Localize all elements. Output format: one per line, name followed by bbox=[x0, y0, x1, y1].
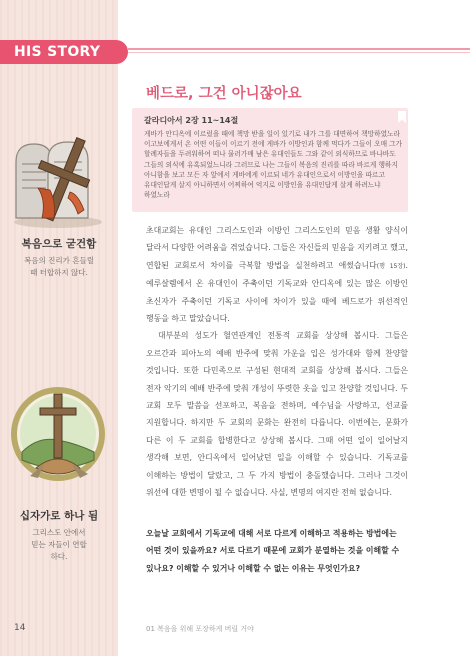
reflection-question: 오늘날 교회에서 기독교에 대해 서로 다르게 이해하고 적용하는 방법에는 어떤 것이 있을까요? 서로 다르기 때문에 교회가 분열하는 것을 이해할 수 있나요? 이해할 수 있거나 이해할 수 없는 이유는 무엇인가요? bbox=[146, 529, 400, 573]
page-number: 14 bbox=[14, 623, 26, 633]
scripture-text: 게바가 안디옥에 이르렀을 때에 책망 받을 일이 있기로 내가 그를 대면하여 책망하였노라 이고보에게서 온 어떤 이들이 이르기 전에 게바가 이방인과 함께 먹다가 그들이 오매 그가 할례자들을 두려워하여 떠나 물러가매 남은 유대인들도 그와 같이 외식하므로 바나바도 그들의 외식에 유혹되었느니라 그러므로 나는 그들이 복음의 진리를 따라 바르게 행하지 아니함을 보고 모든 자 앞에서 게바에게 이르되 네가 유대인으로서 이방인을 따르고 유대인답게 살지 아니하면서 어찌하여 억지로 이방인을 유대인답게 살게 하려느냐 하였노라 bbox=[144, 130, 403, 200]
sidebar-topic-1 bbox=[0, 236, 118, 279]
sidebar-topic-1-subtitle: 복음의 진리가 흔들릴 때 터합하지 않다. bbox=[24, 256, 94, 277]
scripture-citation: (행 15장) bbox=[376, 262, 406, 270]
sidebar-topic-2 bbox=[0, 508, 118, 563]
body-paragraph-1 bbox=[146, 222, 408, 327]
article-title: 베드로, 그건 아니잖아요 bbox=[146, 86, 302, 102]
body-paragraph-1-end: . 예루살렘에서 온 유대인이 주축이던 기독교와 안디옥에 있는 많은 이방인 초신자가 주축이던 기독교 사이에 차이가 있을 때에 베드로가 위선적인 행동을 하고 말았습니다. bbox=[146, 260, 408, 324]
sidebar-topic-2-title: 십자가로 하나 됨 bbox=[19, 510, 99, 522]
sidebar-topic-1-title: 복음으로 굳건함 bbox=[21, 238, 97, 250]
article-body bbox=[146, 222, 408, 502]
scripture-reference: 갈라디아서 2장 11~14절 bbox=[144, 116, 239, 125]
cross-on-hill-icon bbox=[8, 380, 108, 488]
tablets-and-cross-icon bbox=[8, 130, 108, 230]
running-footer: 01 복음을 위해 포장하게 버릴 거야 bbox=[146, 625, 254, 633]
sidebar-topic-2-subtitle: 그리스도 안에서 믿는 자들이 연합하다. bbox=[31, 528, 87, 561]
header-rule-thin bbox=[128, 52, 470, 53]
header-rule bbox=[128, 48, 470, 50]
section-title: HIS STORY bbox=[14, 44, 101, 60]
body-paragraph-1-text: 초대교회는 유대인 그리스도인과 이방인 그리스도인의 믿음 생활 양식이 달라서 다양한 어려움을 겪었습니다. 그들은 자신들의 믿음을 지키려고 했고, 연합된 교회로서 차이를 극복할 방법을 실천하려고 애썼습니다 bbox=[146, 226, 408, 270]
body-paragraph-2: 대부분의 성도가 혈연관계인 전통적 교회를 상상해 봅시다. 그들은 오르간과 피아노의 예배 반주에 맞춰 가운을 입은 성가대와 함께 찬양할 것입니다. 또한 다민족으로 구성된 현대적 교회를 상상해 봅시다. 그들은 전자 악기의 예배 반주에 맞춰 개성이 뚜렷한 옷을 입고 찬양할 것입니다. 두 교회 모두 말씀을 선포하고, 복음을 전하며, 예수님을 사랑하고, 선교를 지원합니다. 하지만 두 교회의 문화는 완전히 다릅니다. 이번에는, 문화가 다른 이 두 교회를 합병한다고 상상해 봅시다. 그때 어떤 일이 일어날지 생각해 보면, 안디옥에서 일어났던 일을 이해할 수 있습니다. 기독교를 이해하는 방법이 달랐고, 그 두 가지 방법이 충돌했습니다. 그러나 그것이 위선에 대한 변명이 될 수 없습니다. 사실, 변명의 여지란 전혀 없습니다. bbox=[146, 331, 408, 498]
